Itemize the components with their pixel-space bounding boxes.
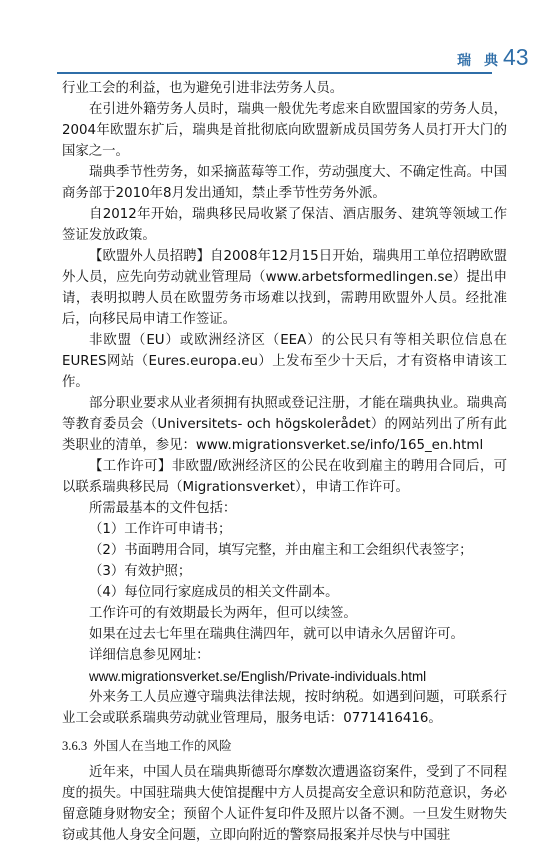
list-item: （2）书面聘用合同，填写完整，并由雇主和工会组织代表签字；: [89, 543, 473, 558]
running-title: 瑞 典: [457, 53, 502, 69]
paragraph: 近年来，中国人员在瑞典斯德哥尔摩数次遭遇盗窃案件，受到了不同程度的损失。中国驻瑞典大使馆提醒中方人员提高安全意识和防范意识，务必留意随身财物安全；预留个人证件复印件及照片以备不测。一旦发生财物失窃或其他人身安全问题，立即向附近的警察局报案并尽快与中国驻: [62, 765, 507, 843]
paragraph: 详细信息参见网址：: [89, 648, 210, 663]
section-number: 3.6.3: [62, 739, 88, 753]
paragraph: 自2012年开始，瑞典移民局收紧了保洁、酒店服务、建筑等领域工作签证发放政策。: [62, 207, 507, 243]
page-body: [62, 78, 507, 846]
list-item: （3）有效护照；: [89, 564, 192, 579]
paragraph: 非欧盟（EU）或欧洲经济区（EEA）的公民只有等相关职位信息在EURES网站（Eures.europa.eu）上发布至少十天后，才有资格申请该工作。: [62, 333, 507, 390]
paragraph: 在引进外籍劳务人员时，瑞典一般优先考虑来自欧盟国家的劳务人员，2004年欧盟东扩后，瑞典是首批彻底向欧盟新成员国劳务人员打开大门的国家之一。: [62, 102, 507, 159]
paragraph: 【工作许可】非欧盟/欧洲经济区的公民在收到雇主的聘用合同后，可以联系瑞典移民局（Migrationsverket），申请工作许可。: [62, 459, 507, 495]
paragraph: 瑞典季节性劳务，如采摘蓝莓等工作，劳动强度大、不确定性高。中国商务部于2010年8月发出通知，禁止季节性劳务外派。: [62, 165, 507, 201]
paragraph: 行业工会的利益，也为避免引进非法劳务人员。: [62, 81, 344, 96]
list-item: （1）工作许可申请书；: [89, 522, 232, 537]
paragraph: 【欧盟外人员招聘】自2008年12月15日开始，瑞典用工单位招聘欧盟外人员，应先向劳动就业管理局（www.arbetsformedlingen.se）提出申请，表明拟聘人员在欧盟劳务市场难以找到，需聘用欧盟外人员。经批准后，向移民局申请工作签证。: [62, 249, 507, 327]
url-line: www.migrationsverket.se/English/Private-individuals.html: [89, 669, 427, 684]
paragraph: 如果在过去七年里在瑞典住满四年，就可以申请永久居留许可。: [89, 627, 464, 642]
paragraph: 工作许可的有效期最长为两年，但可以续签。: [89, 606, 357, 621]
paragraph: 外来务工人员应遵守瑞典法律法规，按时纳税。如遇到问题，可联系行业工会或联系瑞典劳动就业管理局，服务电话：0771416416。: [62, 690, 507, 726]
section-heading: [62, 735, 507, 757]
section-title: 外国人在当地工作的风险: [93, 738, 232, 753]
paragraph: 部分职业要求从业者须拥有执照或登记注册，才能在瑞典执业。瑞典高等教育委员会（Universitets- och högskolerådet）的网站列出了所有此类职业的清单，参见：www.migrationsverket.se/info/165_en.html: [62, 396, 507, 453]
paragraph: 所需最基本的文件包括：: [89, 501, 237, 516]
header-rule: [57, 72, 492, 74]
list-item: （4）每位同行家庭成员的相关文件副本。: [89, 585, 339, 600]
page-number: 43: [503, 44, 529, 70]
